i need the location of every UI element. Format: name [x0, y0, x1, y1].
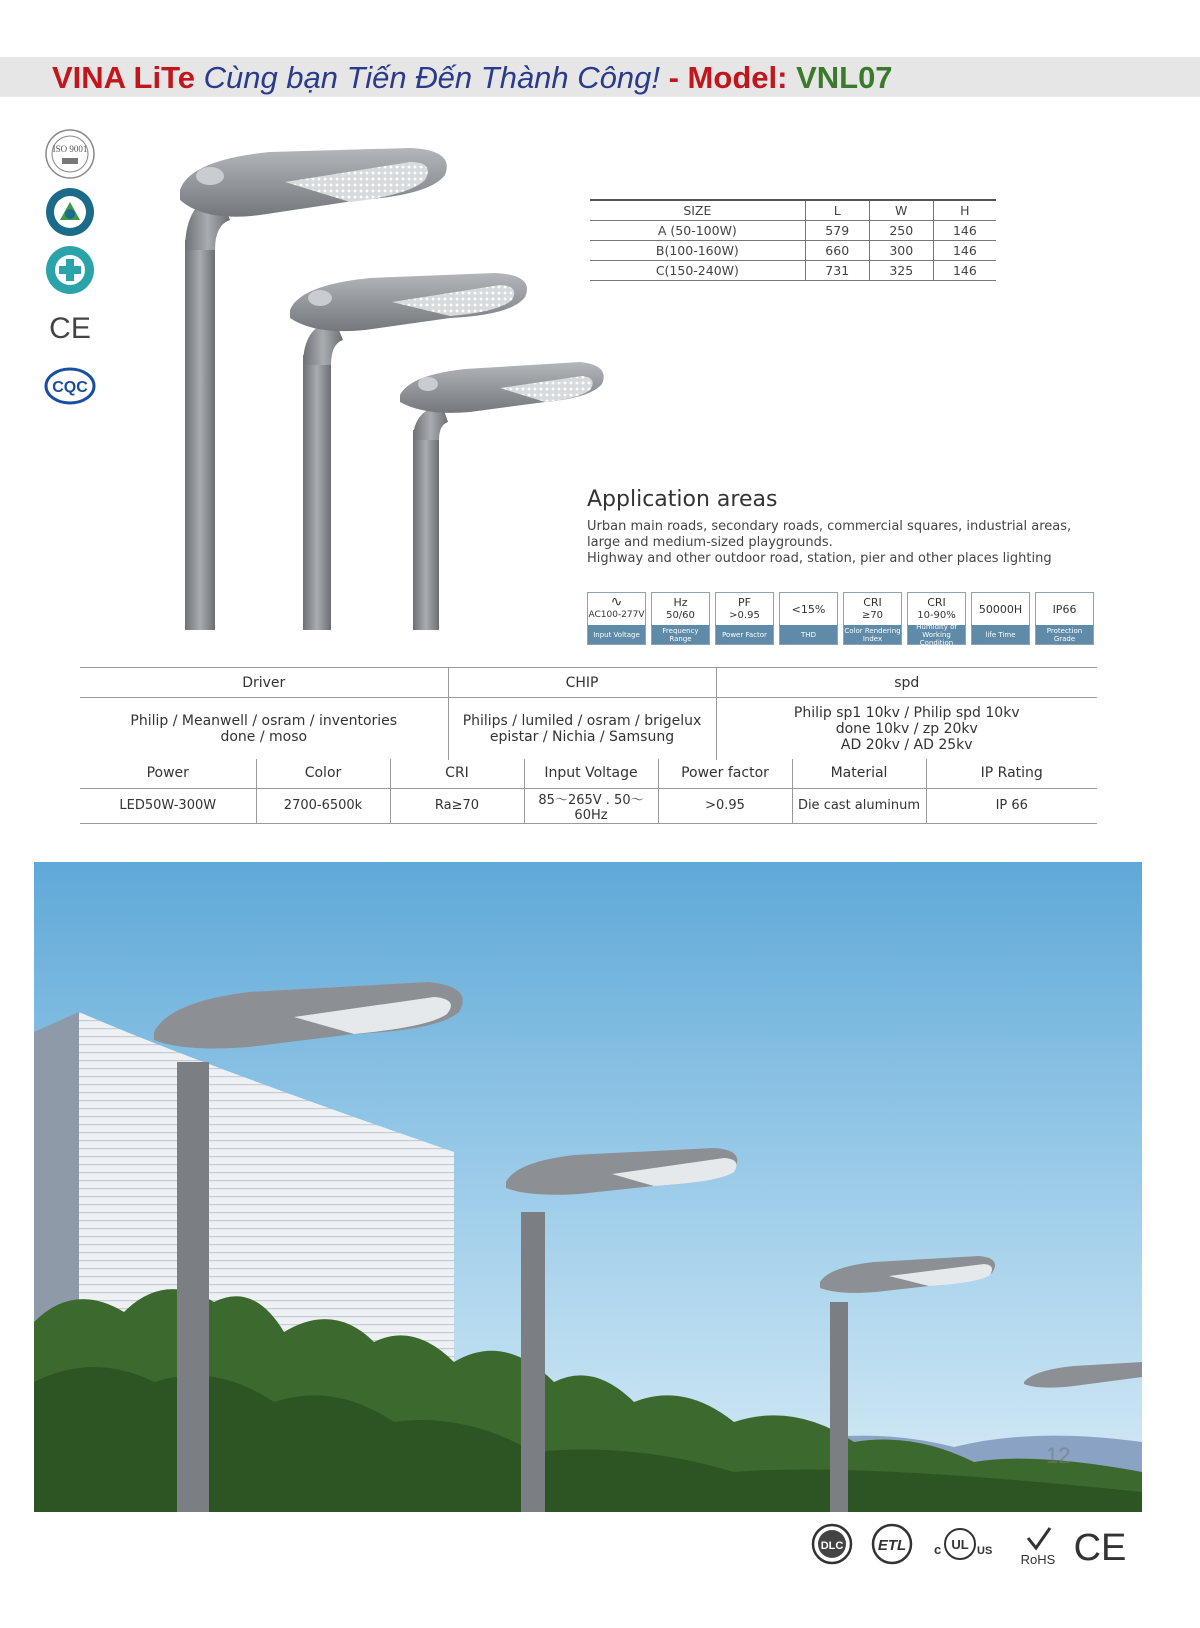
iso-9001-icon [44, 128, 96, 180]
power-factor-header: Power factor [658, 759, 792, 788]
badge-label: Power Factor [716, 625, 773, 644]
dlc-icon [813, 1525, 851, 1563]
badge-label: Input Voltage [588, 625, 645, 644]
ce-mark-text: CE [1073, 1527, 1127, 1569]
cqc-icon [44, 360, 96, 412]
badge-title: Hz [673, 596, 688, 609]
table-cell: 250 [869, 220, 933, 240]
driver-cell [80, 698, 448, 760]
cri-header: CRI [390, 759, 524, 788]
power-value: LED50W-300W [80, 788, 256, 823]
badge-label: life Time [972, 625, 1029, 644]
table-cell: 660 [805, 240, 869, 260]
streetlight-medium [290, 273, 527, 630]
badge-value: AC100-277V [588, 610, 645, 620]
table-cell: 731 [805, 260, 869, 280]
table-row [80, 788, 1097, 823]
table-cell: A (50-100W) [590, 220, 805, 240]
rohs-text: RoHS [1020, 1552, 1056, 1567]
cqc-text: CQC [52, 379, 88, 396]
material-value: Die cast aluminum [792, 788, 926, 823]
badge-value: <15% [791, 602, 826, 616]
badge-humidity [907, 592, 966, 645]
table-cell: 146 [933, 240, 996, 260]
badge-title: CRI [927, 596, 946, 609]
input-voltage-header: Input Voltage [524, 759, 658, 788]
badge-value: ≥70 [861, 610, 884, 621]
iso-text: ISO 9001 [52, 144, 88, 154]
slogan: Cùng bạn Tiến Đến Thành Công! [203, 60, 660, 95]
ohsas-icon [44, 244, 96, 296]
width-header: W [869, 200, 933, 220]
ul-us-text: US [977, 1545, 993, 1557]
application-title: Application areas [587, 487, 778, 512]
brand-name: VINA LiTe [52, 60, 195, 95]
power-header: Power [80, 759, 256, 788]
table-cell: B(100-160W) [590, 240, 805, 260]
table-cell: 146 [933, 260, 996, 280]
application-description [587, 519, 1071, 567]
badge-value: 10-90% [917, 610, 956, 621]
table-row [590, 260, 996, 280]
badge-frequency [651, 592, 710, 645]
ce-mark-icon [1074, 1527, 1127, 1569]
badge-lifetime [971, 592, 1030, 645]
table-row [80, 698, 1097, 760]
driver-header: Driver [80, 668, 448, 698]
cri-value: Ra≥70 [390, 788, 524, 823]
size-header: SIZE [590, 200, 805, 220]
table-row [590, 220, 996, 240]
cell-line: Philips / lumiled / osram / brigelux [462, 712, 702, 729]
table-cell: 325 [869, 260, 933, 280]
spec-badges [587, 592, 1094, 645]
cell-line: epistar / Nichia / Samsung [489, 728, 675, 745]
cell-line: Philip / Meanwell / osram / inventories [130, 712, 398, 729]
component-table [80, 667, 1097, 760]
badge-cri [843, 592, 902, 645]
size-table [590, 199, 996, 281]
etl-icon [873, 1525, 911, 1563]
badge-value: 50/60 [666, 610, 695, 621]
model-code: VNL07 [796, 60, 893, 95]
badge-value: IP66 [1052, 602, 1077, 616]
length-header: L [805, 200, 869, 220]
table-cell: 146 [933, 220, 996, 240]
badge-title: PF [738, 596, 751, 609]
table-cell: 300 [869, 240, 933, 260]
application-photo [34, 862, 1142, 1512]
badge-thd [779, 592, 838, 645]
cell-line: Philip sp1 10kv / Philip spd 10kv [793, 704, 1020, 721]
application-line: large and medium-sized playgrounds. [587, 535, 833, 550]
badge-label: Protection Grade [1036, 625, 1093, 644]
badge-title: CRI [863, 596, 882, 609]
certification-column [44, 128, 100, 418]
table-cell: 579 [805, 220, 869, 240]
ul-text: UL [951, 1537, 969, 1552]
badge-value: 50000H [978, 602, 1023, 616]
spd-cell [716, 698, 1097, 760]
height-header: H [933, 200, 996, 220]
cell-line: done 10kv / zp 20kv [835, 720, 978, 737]
color-header: Color [256, 759, 390, 788]
ce-icon [44, 302, 96, 354]
streetlight-small [400, 362, 604, 630]
product-illustration [160, 140, 640, 630]
badge-value: >0.95 [729, 610, 760, 621]
table-row [590, 240, 996, 260]
sine-wave-icon: ∿ [610, 594, 623, 610]
etl-text: ETL [877, 1537, 907, 1554]
ip-rating-value: IP 66 [926, 788, 1097, 823]
color-value: 2700-6500k [256, 788, 390, 823]
ce-text: CE [49, 312, 91, 345]
specification-table [80, 759, 1097, 824]
table-cell: C(150-240W) [590, 260, 805, 280]
ul-icon [934, 1529, 992, 1559]
chip-header: CHIP [448, 668, 716, 698]
application-line: Urban main roads, secondary roads, commercial squares, industrial areas, [587, 519, 1072, 534]
bottom-certification-logos [810, 1522, 1150, 1580]
badge-protection [1035, 592, 1094, 645]
spd-header: spd [716, 668, 1097, 698]
rohs-icon [1021, 1528, 1056, 1567]
cell-line: AD 20kv / AD 25kv [840, 736, 973, 753]
dlc-text: DLC [820, 1540, 844, 1552]
application-line: Highway and other outdoor road, station, pier and other places lighting [587, 551, 1052, 566]
power-factor-value: >0.95 [658, 788, 792, 823]
ul-c-text: c [934, 1542, 942, 1557]
badge-label: THD [780, 625, 837, 644]
model-label: - Model: [668, 60, 788, 95]
badge-label: Humidity of Working Condition [908, 625, 965, 644]
badge-power-factor [715, 592, 774, 645]
chip-cell [448, 698, 716, 760]
ip-rating-header: IP Rating [926, 759, 1097, 788]
header-title [52, 60, 893, 96]
badge-label: Frequency Range [652, 625, 709, 644]
input-voltage-value: 85～265V . 50～60Hz [524, 788, 658, 823]
badge-label: Color Rendering Index [844, 626, 901, 643]
cell-line: done / moso [220, 728, 308, 745]
iso-14001-icon [44, 186, 96, 238]
badge-input-voltage [587, 592, 646, 645]
page-number: 12 [1046, 1443, 1071, 1468]
material-header: Material [792, 759, 926, 788]
